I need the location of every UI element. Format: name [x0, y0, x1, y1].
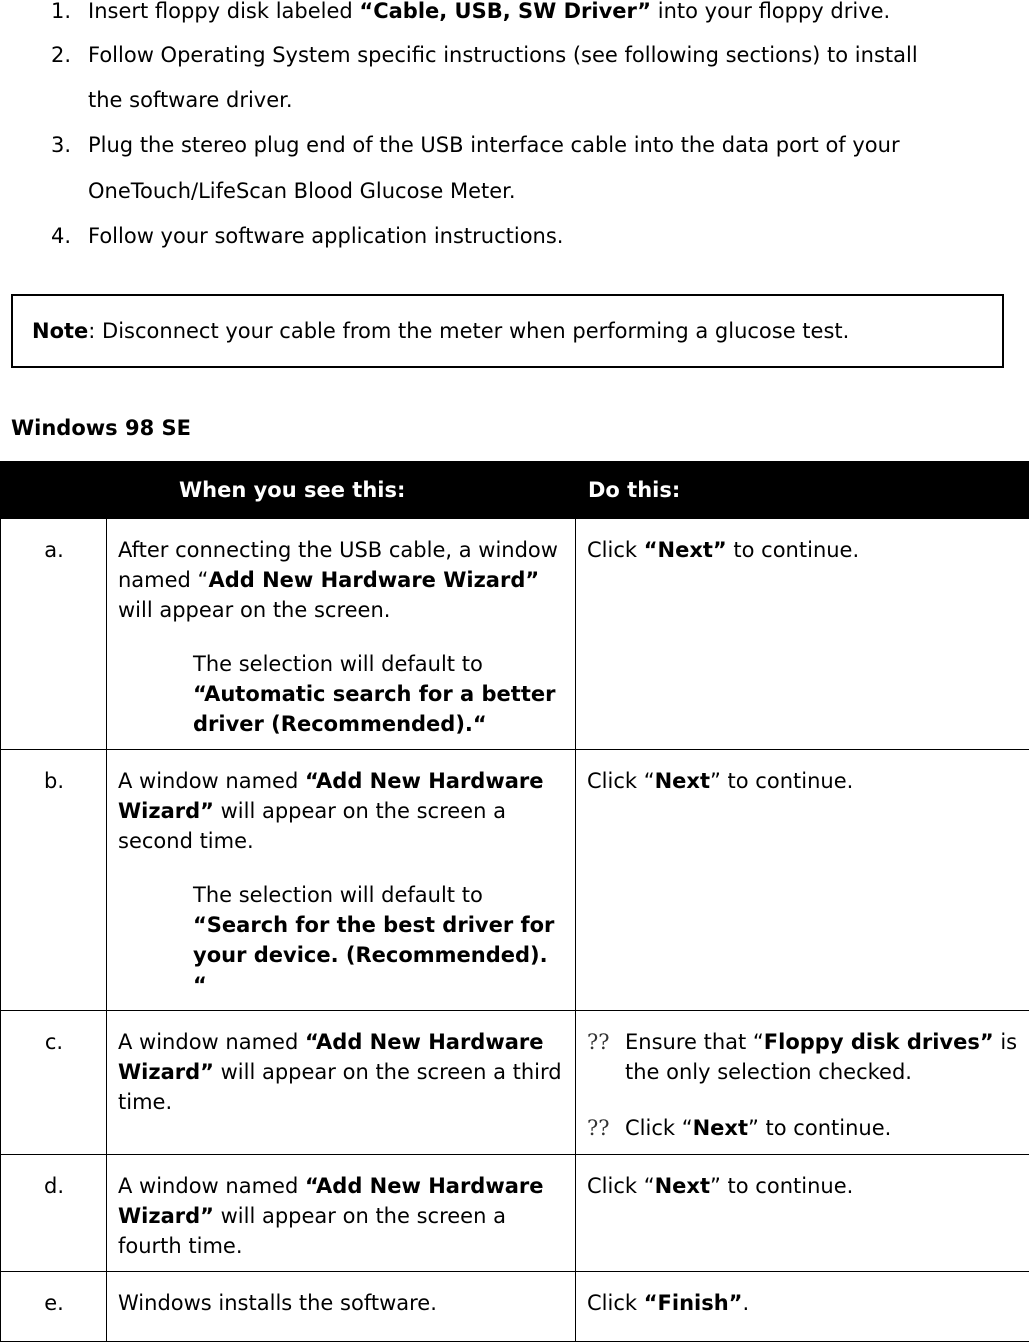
row-do-cell: Click “Finish”. [576, 1272, 1029, 1342]
row-see-cell: A window named “Add New Hardware Wizard” will appear on the screen a fourth time. [107, 1155, 576, 1272]
default-selection-note: The selection will default to “Search for the best driver for your device. (Recommended). “ [118, 880, 565, 1000]
bullet-icon: ?? [587, 1027, 610, 1057]
row-see-cell: Windows installs the software. [107, 1272, 576, 1342]
row-see-cell: A window named “Add New Hardware Wizard” will appear on the screen a third time. [107, 1011, 576, 1155]
note-text: : Disconnect your cable from the meter when performing a glucose test. [88, 319, 849, 343]
step-number: 3. [51, 123, 71, 168]
step-number: 1. [51, 0, 71, 34]
step-text: Follow Operating System specific instructions (see following sections) to install [88, 33, 918, 78]
row-do-cell: Click “Next” to continue. [576, 750, 1029, 1011]
instructions-table [0, 461, 1029, 1342]
step-text: OneTouch/LifeScan Blood Glucose Meter. [88, 169, 516, 214]
row-letter: e. [1, 1272, 107, 1342]
row-see-cell: After connecting the USB cable, a window named “Add New Hardware Wizard” will appear on the screen. The selection will default to “Automatic search for a better driver (Recommended).“ [107, 519, 576, 750]
table-row [1, 519, 1029, 750]
row-letter: a. [1, 519, 107, 750]
row-letter: c. [1, 1011, 107, 1155]
step-text: Follow your software application instructions. [88, 214, 563, 259]
row-do-cell: Click “Next” to continue. [576, 1155, 1029, 1272]
disk-label: “Cable, USB, SW Driver” [359, 0, 651, 23]
table-row [1, 750, 1029, 1011]
step-number: 2. [51, 33, 71, 78]
step-text: Plug the stereo plug end of the USB interface cable into the data port of your [88, 123, 900, 168]
note-box [11, 294, 1004, 368]
table-row [1, 1155, 1029, 1272]
header-do-this: Do this: [576, 462, 1029, 519]
row-do-cell: Click “Next” to continue. [576, 519, 1029, 750]
row-do-cell [576, 1011, 1029, 1155]
row-letter: d. [1, 1155, 107, 1272]
table-row [1, 1011, 1029, 1155]
bullet-icon: ?? [587, 1113, 610, 1143]
header-when-you-see-this: When you see this: [107, 462, 576, 519]
step-number: 4. [51, 214, 71, 259]
default-selection-note: The selection will default to “Automatic search for a better driver (Recommended).“ [118, 649, 565, 739]
row-letter: b. [1, 750, 107, 1011]
row-see-cell: A window named “Add New Hardware Wizard” will appear on the screen a second time. The selection will default to “Search for the best driver for your device. (Recommended). “ [107, 750, 576, 1011]
step-text: the software driver. [88, 78, 293, 123]
bullet-item: ?? Click “Next” to continue. [587, 1113, 1019, 1143]
table-header-row [1, 462, 1029, 519]
bullet-item: ?? Ensure that “Floppy disk drives” is the only selection checked. [587, 1027, 1019, 1087]
note-label: Note [32, 319, 88, 343]
table-row [1, 1272, 1029, 1342]
section-heading: Windows 98 SE [11, 416, 191, 440]
step-text: Insert floppy disk labeled “Cable, USB, SW Driver” into your floppy drive. [88, 0, 890, 34]
